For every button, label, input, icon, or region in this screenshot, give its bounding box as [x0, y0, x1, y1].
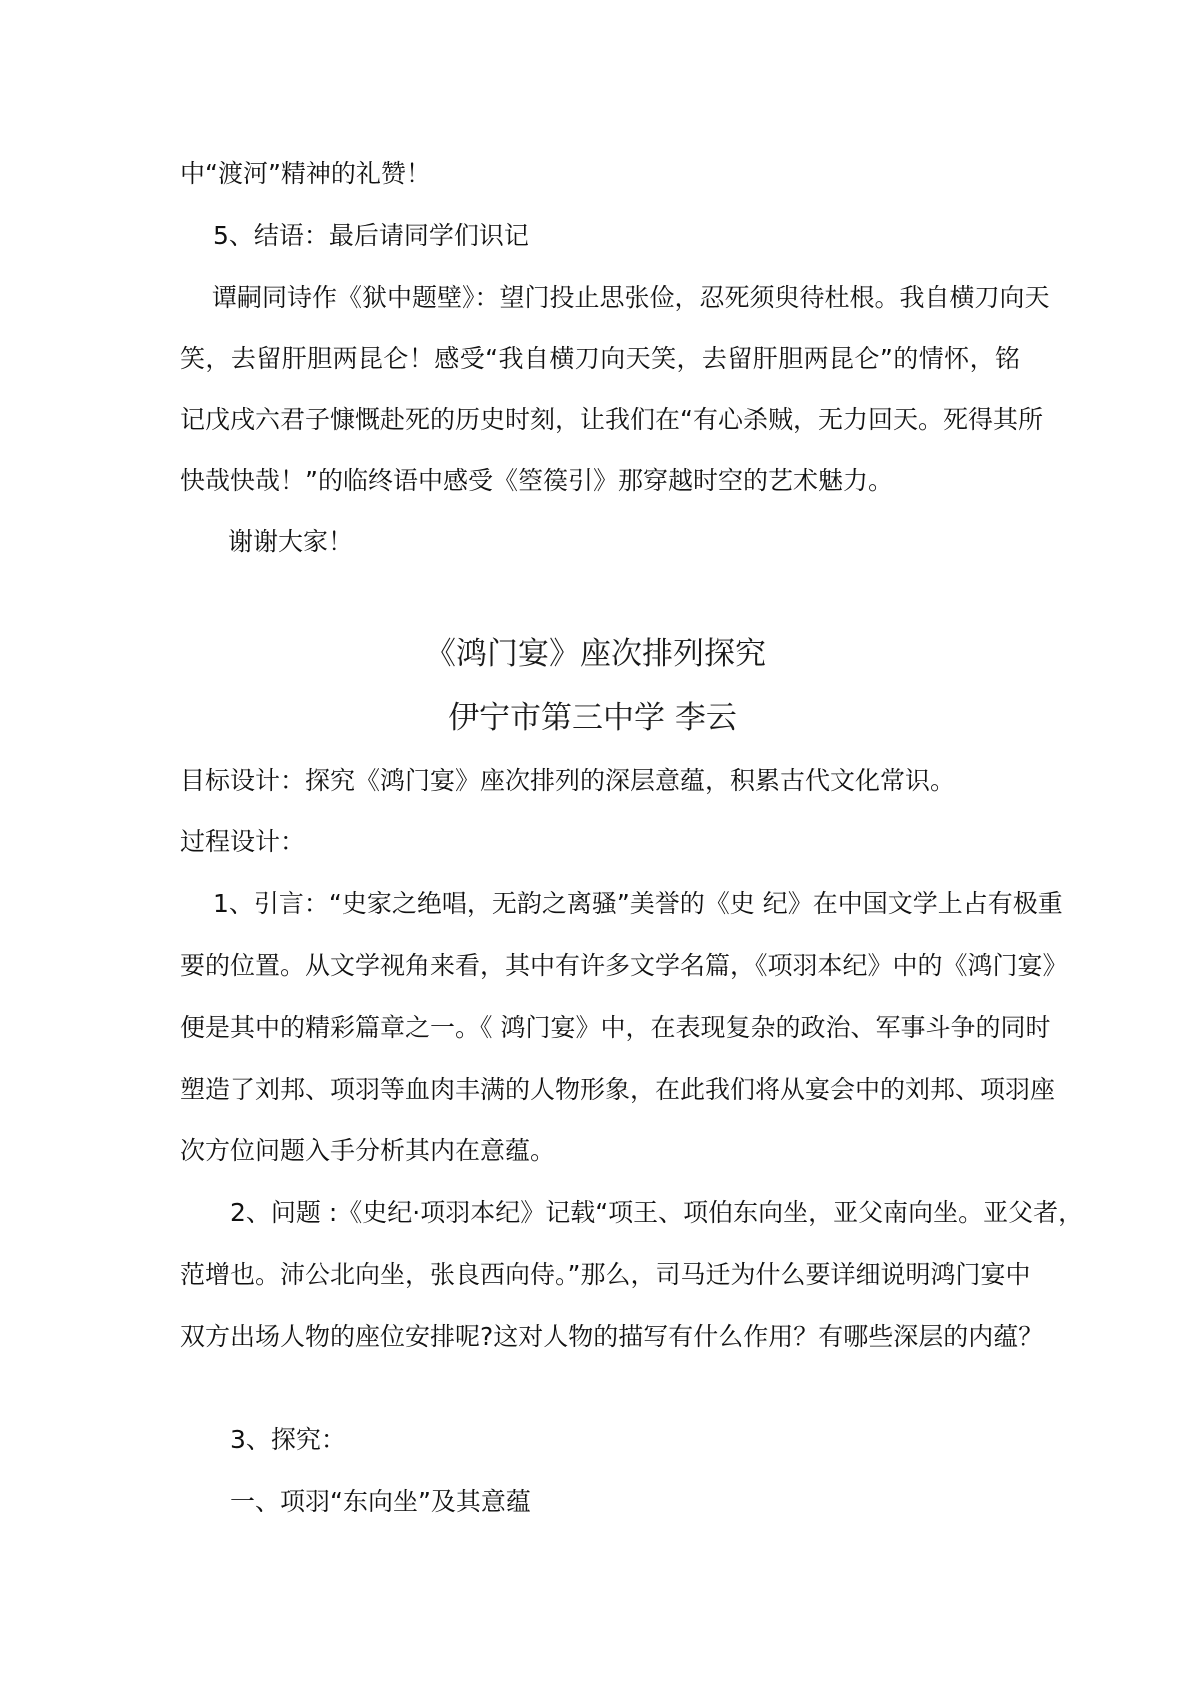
text-line: 次方位问题入手分析其内在意蕴。 [180, 1136, 556, 1165]
text-line: 谭嗣同诗作《狱中题壁》：望门投止思张俭，忍死须臾待杜根。我自横刀向天 [212, 283, 1050, 312]
text-line: 谢谢大家！ [228, 527, 354, 556]
text-line: 1、引言：“史家之绝唱，无韵之离骚”美誉的《史 纪》在中国文学上占有极重 [213, 889, 1063, 918]
text-line: 要的位置。从文学视角来看，其中有许多文学名篇，《项羽本纪》中的《鸿门宴》 [180, 951, 1068, 980]
section-heading: 5、结语：最后请同学们识记 [213, 221, 529, 250]
text-line: 记戊戌六君子慷慨赴死的历史时刻，让我们在“有心杀贼，无力回天。死得其所 [180, 405, 1043, 434]
text-line: 便是其中的精彩篇章之一。《 鸿门宴》中，在表现复杂的政治、军事斗争的同时 [180, 1013, 1051, 1042]
text-line: 中“渡河”精神的礼赞！ [180, 159, 431, 188]
text-line: 双方出场人物的座位安排呢?这对人物的描写有什么作用？有哪些深层的内蕴？ [180, 1322, 1044, 1351]
article-author: 伊宁市第三中学 李云 [448, 700, 737, 736]
text-line: 快哉快哉！”的临终语中感受《箜篌引》那穿越时空的艺术魅力。 [180, 466, 893, 495]
section-heading: 过程设计： [180, 827, 306, 856]
article-title: 《鸿门宴》座次排列探究 [425, 636, 766, 672]
section-heading: 3、探究： [230, 1425, 346, 1454]
text-line: 范增也。沛公北向坐，张良西向侍。”那么，司马迁为什么要详细说明鸿门宴中 [180, 1260, 1031, 1289]
text-line: 目标设计：探究《鸿门宴》座次排列的深层意蕴，积累古代文化常识。 [180, 766, 956, 795]
text-line: 塑造了刘邦、项羽等血肉丰满的人物形象，在此我们将从宴会中的刘邦、项羽座 [180, 1075, 1056, 1104]
text-line: 2、问题 :《史纪·项羽本纪》记载“项王、项伯东向坐，亚父南向坐。亚父者， [230, 1198, 1084, 1227]
section-heading: 一、项羽“东向坐”及其意蕴 [230, 1487, 531, 1516]
text-line: 笑，去留肝胆两昆仑！感受“我自横刀向天笑，去留肝胆两昆仑”的情怀，铭 [180, 344, 1020, 373]
